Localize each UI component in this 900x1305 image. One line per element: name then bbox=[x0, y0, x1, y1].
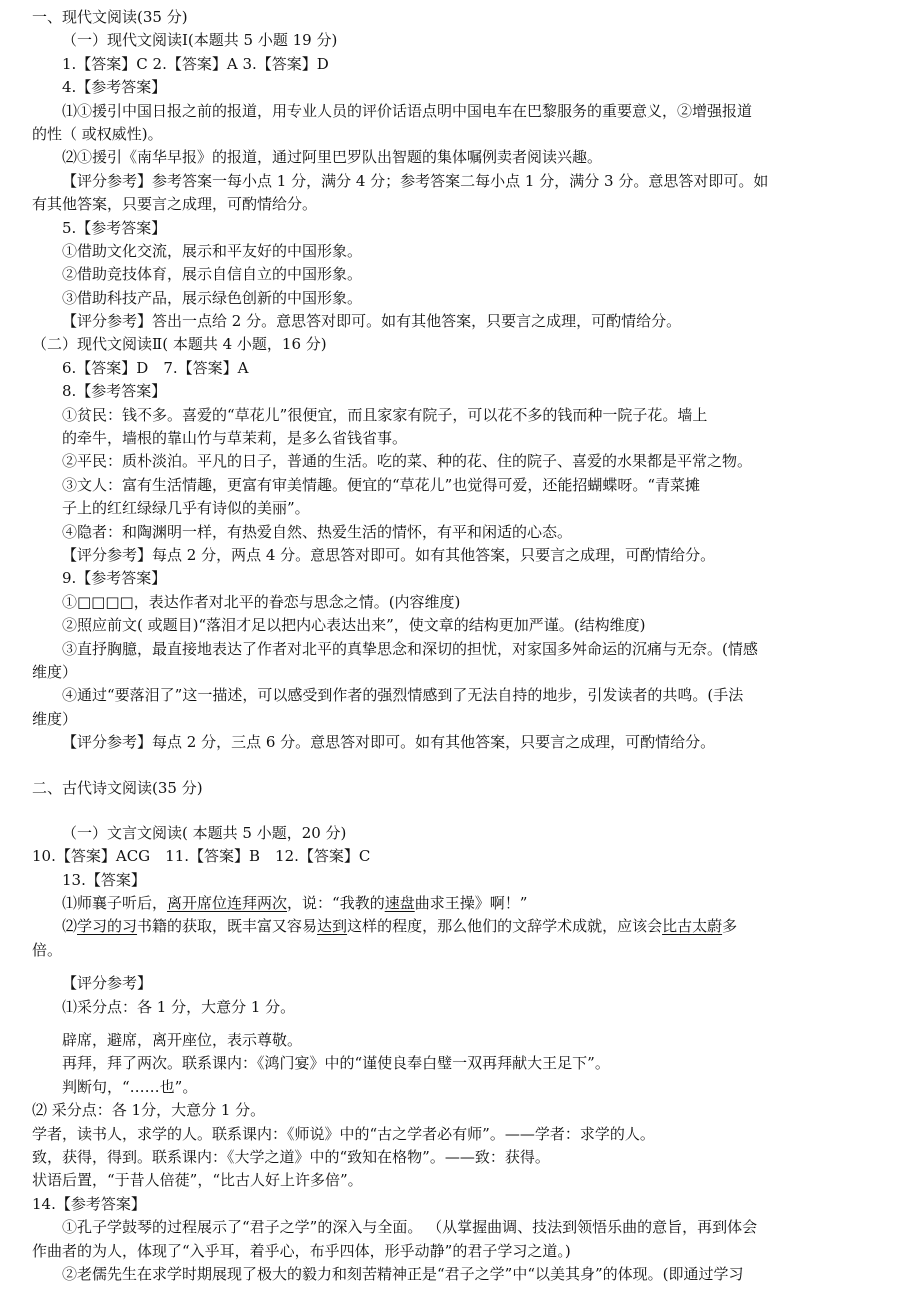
text-line: ①借助文化交流，展示和平友好的中国形象。 bbox=[62, 241, 363, 260]
text-line: 4.【参考答案】 bbox=[62, 78, 167, 97]
text-line: 5.【参考答案】 bbox=[62, 218, 167, 237]
text-line: 子上的红红绿绿几乎有诗似的美丽”。 bbox=[62, 499, 310, 518]
text-line: ⑵ 采分点：各 1分，大意分 1 分。 bbox=[32, 1101, 266, 1120]
text-line: ②借助竞技体育，展示自信自立的中国形象。 bbox=[62, 265, 363, 284]
text-line: 10.【答案】ACG 11.【答案】B 12.【答案】C bbox=[32, 847, 371, 866]
text-line: 的牵牛，墙根的靠山竹与草茉莉，是多么省钱省事。 bbox=[62, 429, 408, 448]
text-line: ①贫民：钱不多。喜爱的“草花儿”很便宜，而且家家有院子，可以花不多的钱而种一院子花。墙上 bbox=[62, 405, 708, 424]
text-line: ③直抒胸臆，最直接地表达了作者对北平的真挚思念和深切的担忧，对家国多舛命运的沉痛与无奈。(情感 bbox=[62, 639, 758, 658]
text-line: ①□□□□，表达作者对北平的眷恋与思念之情。(内容维度) bbox=[62, 592, 461, 611]
text-line: ⑵学习的习书籍的获取，既丰富又容易达到这样的程度，那么他们的文辞学术成就，应该会比古太蔚多 bbox=[62, 917, 738, 936]
text-line: ②老儒先生在求学时期展现了极大的毅力和刻苦精神正是“君子之学”中“以美其身”的体现。(即通过学习 bbox=[62, 1264, 744, 1283]
text-line: 判断句，“……也”。 bbox=[62, 1077, 198, 1096]
text-line: 6.【答案】D 7.【答案】A bbox=[62, 358, 249, 377]
text-line: 13.【答案】 bbox=[62, 870, 146, 889]
text-line: 再拜，拜了两次。联系课内：《鸿门宴》中的“谨使良奉白璧一双再拜献大王足下”。 bbox=[62, 1054, 610, 1073]
text-line: 9.【参考答案】 bbox=[62, 569, 167, 588]
text-line: （一）文言文阅读( 本题共 5 小题，20 分) bbox=[62, 823, 347, 842]
text-line: 有其他答案，只要言之成理，可酌情给分。 bbox=[32, 195, 318, 214]
text-line: 维度） bbox=[32, 662, 78, 681]
text-line: ③借助科技产品，展示绿色创新的中国形象。 bbox=[62, 288, 363, 307]
text-line: ⑴采分点：各 1 分，大意分 1 分。 bbox=[62, 997, 296, 1016]
text-line: 致，获得，得到。联系课内：《大学之道》中的“致知在格物”。——致：获得。 bbox=[32, 1147, 550, 1166]
text-line: ②照应前文( 或题目)“落泪才足以把内心表达出来”，使文章的结构更加严谨。(结构维度) bbox=[62, 616, 646, 635]
text-line: ④通过“要落泪了”这一描述，可以感受到作者的强烈情感到了无法自持的地步，引发读者的共鸣。(手法 bbox=[62, 686, 744, 705]
text-line: 【评分参考】参考答案一每小点 1 分，满分 4 分；参考答案二每小点 1 分，满分 3 分。意思答对即可。如 bbox=[62, 171, 769, 190]
text-line: ④隐者：和陶渊明一样，有热爱自然、热爱生活的情怀，有平和闲适的心态。 bbox=[62, 522, 573, 541]
text-line: 【评分参考】 bbox=[62, 974, 153, 993]
text-line: （二）现代文阅读Ⅱ( 本题共 4 小题，16 分) bbox=[32, 335, 327, 354]
text-line: 倍。 bbox=[32, 940, 63, 959]
text-line: ①孔子学鼓琴的过程展示了“君子之学”的深入与全面。 （从掌握曲调、技法到领悟乐曲的意旨，再到体会 bbox=[62, 1218, 758, 1237]
text-line: 【评分参考】每点 2 分，两点 4 分。意思答对即可。如有其他答案，只要言之成理，可酌情给分。 bbox=[62, 545, 716, 564]
text-line: 二、古代诗文阅读(35 分) bbox=[32, 778, 203, 797]
text-line: 学者，读书人，求学的人。联系课内：《师说》中的“古之学者必有师”。——学者：求学的人。 bbox=[32, 1124, 655, 1143]
text-line: 【评分参考】每点 2 分，三点 6 分。意思答对即可。如有其他答案，只要言之成理，可酌情给分。 bbox=[62, 733, 716, 752]
text-line: ⑵①援引《南华早报》的报道，通过阿里巴罗队出智题的集体嘱例卖者阅读兴趣。 bbox=[62, 148, 603, 167]
text-line: 的性（ 或权威性)。 bbox=[32, 124, 163, 143]
text-line: ⑴师襄子听后，离开席位连拜两次，说：“我教的速盘曲求王操》啊！” bbox=[62, 894, 528, 913]
text-line: 一、现代文阅读(35 分) bbox=[32, 8, 188, 26]
text-line: 维度） bbox=[32, 709, 78, 728]
text-line: 作曲者的为人，体现了“入乎耳，着乎心，布乎四体，形乎动静”的君子学习之道。) bbox=[32, 1241, 571, 1260]
text-line: （一）现代文阅读Ⅰ(本题共 5 小题 19 分) bbox=[62, 31, 338, 50]
text-line: ⑴①援引中国日报之前的报道，用专业人员的评价话语点明中国电车在巴黎服务的重要意义，②增强报道 bbox=[62, 101, 753, 120]
text-line: 【评分参考】答出一点给 2 分。意思答对即可。如有其他答案，只要言之成理，可酌情给分。 bbox=[62, 312, 682, 331]
text-line: 辟席，避席，离开座位，表示尊敬。 bbox=[62, 1031, 303, 1050]
text-line: 1.【答案】C 2.【答案】A 3.【答案】D bbox=[62, 54, 329, 73]
text-line: 状语后置，“于昔人倍蓰”，“比古人好上许多倍”。 bbox=[32, 1171, 363, 1190]
text-line: ③文人：富有生活情趣，更富有审美情趣。便宜的“草花儿”也觉得可爱，还能招蝴蝶呀。“青菜摊 bbox=[62, 475, 701, 494]
text-line: ②平民：质朴淡泊。平凡的日子，普通的生活。吃的菜、种的花、住的院子、喜爱的水果都是平常之物。 bbox=[62, 452, 753, 471]
text-line: 8.【参考答案】 bbox=[62, 382, 167, 401]
text-line: 14.【参考答案】 bbox=[32, 1194, 146, 1213]
